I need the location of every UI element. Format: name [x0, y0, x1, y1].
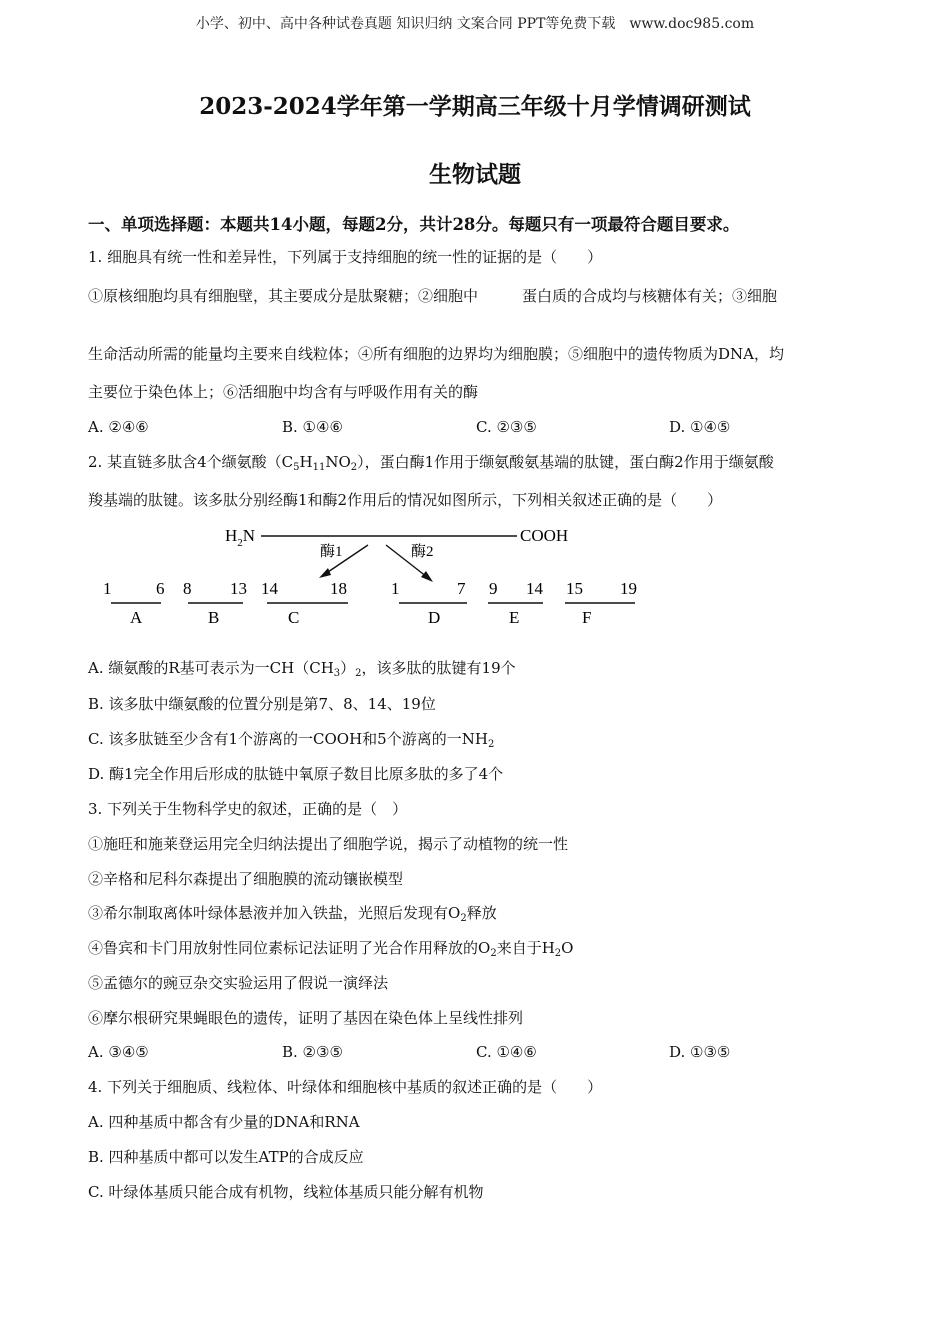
q3-option-d[interactable]: D. ①③⑤	[669, 1043, 731, 1061]
q3-s3-text: ③希尔制取离体叶绿体悬液并加入铁盐，光照后发现有O	[88, 904, 461, 922]
q2-option-a-text: A. 缬氨酸的R基可表示为一CH（CH	[88, 659, 334, 677]
header-site: www.doc985.com	[629, 16, 755, 32]
q3-statement-3	[88, 903, 497, 923]
q1-option-c[interactable]: C. ②③⑤	[476, 418, 537, 436]
q3-s4-sub: 2	[490, 948, 497, 959]
q4-option-b[interactable]: B. 四种基质中都可以发生ATP的合成反应	[88, 1148, 364, 1166]
q3-s4-text-b: 来自于H	[496, 939, 555, 957]
q2-stem-a: 2. 某直链多肽含4个缬氨酸（C	[88, 453, 294, 471]
q1-statement-line1	[88, 286, 777, 306]
q3-s3-sub: 2	[460, 913, 467, 924]
n-terminal-label: $H_2N$	[225, 526, 256, 549]
q2-option-a-text-c: ，该多肽的肽键有19个	[361, 659, 516, 677]
fragment-a-end: 6	[156, 579, 165, 598]
q3-statement-2: ②辛格和尼科尔森提出了细胞膜的流动镶嵌模型	[88, 870, 404, 888]
q3-s4-text: ④鲁宾和卡门用放射性同位素标记法证明了光合作用释放的O	[88, 939, 491, 957]
header-banner: 小学、初中、高中各种试卷真题 知识归纳 文案合同 PPT等免费下载	[195, 16, 616, 32]
page-header	[0, 13, 950, 33]
fragment-a-start: 1	[103, 579, 112, 598]
q2-stem-sub3: 2	[350, 462, 358, 473]
q2-stem-sub2: 11	[312, 462, 326, 473]
q2-option-c-sub: 2	[487, 739, 495, 750]
q3-option-c[interactable]: C. ①④⑥	[476, 1043, 537, 1061]
q4-option-a[interactable]: A. 四种基质中都含有少量的DNA和RNA	[88, 1113, 360, 1131]
q2-stem-sub1: 5	[293, 462, 300, 473]
q2-option-a-sub2: 2	[355, 668, 362, 679]
q3-statement-6: ⑥摩尔根研究果蝇眼色的遗传，证明了基因在染色体上呈线性排列	[88, 1009, 524, 1027]
q1-stem: 1. 细胞具有统一性和差异性，下列属于支持细胞的统一性的证据的是（ ）	[88, 248, 603, 266]
q3-option-a[interactable]: A. ③④⑤	[88, 1043, 149, 1061]
fragment-f-end: 19	[620, 579, 637, 598]
q1-statement-line2: 生命活动所需的能量均主要来自线粒体；④所有细胞的边界均为细胞膜；⑤细胞中的遗传物质为DNA，均	[88, 345, 784, 363]
q2-stem-d: ），蛋白酶1作用于缬氨酸氨基端的肽键，蛋白酶2作用于缬氨酸	[357, 453, 774, 471]
q4-option-c[interactable]: C. 叶绿体基质只能合成有机物，线粒体基质只能分解有机物	[88, 1183, 484, 1201]
q2-option-a-text-b: ）	[340, 659, 356, 677]
q3-option-b[interactable]: B. ②③⑤	[282, 1043, 343, 1061]
q3-statement-4	[88, 938, 573, 958]
q2-option-d[interactable]: D. 酶1完全作用后形成的肽链中氧原子数目比原多肽的多了4个	[88, 765, 504, 783]
fragment-e-end: 14	[526, 579, 543, 598]
fragment-e-start: 9	[489, 579, 498, 598]
q1-line1-part-b: 蛋白质的合成均与核糖体有关；③细胞	[522, 287, 778, 305]
fragment-a-label: A	[130, 608, 143, 627]
enzyme2-label: 酶2	[411, 544, 434, 560]
q4-stem: 4. 下列关于细胞质、线粒体、叶绿体和细胞核中基质的叙述正确的是（ ）	[88, 1078, 603, 1096]
peptide-cleavage-diagram	[95, 520, 655, 632]
q3-statement-5: ⑤孟德尔的豌豆杂交实验运用了假说一演绎法	[88, 974, 389, 992]
q2-stem-c: NO	[325, 453, 351, 471]
fragment-f-start: 15	[566, 579, 583, 598]
q1-statement-line3: 主要位于染色体上；⑥活细胞中均含有与呼吸作用有关的酶	[88, 383, 479, 401]
enzyme2-arrowhead	[421, 571, 433, 582]
exam-title: 2023-2024学年第一学期高三年级十月学情调研测试	[199, 93, 751, 120]
q2-stem-line1	[88, 452, 774, 472]
fragment-b-start: 8	[183, 579, 192, 598]
q2-option-c[interactable]	[88, 729, 494, 749]
fragment-e-label: E	[509, 608, 520, 627]
enzyme1-label: 酶1	[320, 544, 343, 560]
q3-s4-tail: O	[561, 939, 574, 957]
q2-stem-b: H	[299, 453, 313, 471]
fragment-c-end: 18	[330, 579, 347, 598]
q3-stem: 3. 下列关于生物科学史的叙述，正确的是（ ）	[88, 800, 408, 818]
q1-option-a[interactable]: A. ②④⑥	[88, 418, 149, 436]
q2-stem-line2: 羧基端的肽键。该多肽分别经酶1和酶2作用后的情况如图所示，下列相关叙述正确的是（ ）	[88, 491, 723, 509]
q3-s4-sub2: 2	[554, 948, 562, 959]
q2-option-a-sub1: 3	[333, 668, 341, 679]
q2-option-a[interactable]	[88, 658, 516, 678]
q2-option-c-text: C. 该多肽链至少含有1个游离的一COOH和5个游离的一NH	[88, 730, 488, 748]
fragment-c-start: 14	[261, 579, 278, 598]
q1-option-b[interactable]: B. ①④⑥	[282, 418, 343, 436]
q1-line1-part-a: ①原核细胞均具有细胞壁，其主要成分是肽聚糖；②细胞中	[88, 287, 479, 305]
fragment-f-label: F	[582, 608, 592, 627]
fragment-c-label: C	[288, 608, 300, 627]
fragment-d-end: 7	[457, 579, 466, 598]
q1-option-d[interactable]: D. ①④⑤	[669, 418, 731, 436]
q3-statement-1: ①施旺和施莱登运用完全归纳法提出了细胞学说，揭示了动植物的统一性	[88, 835, 569, 853]
subject-title: 生物试题	[429, 161, 521, 188]
c-terminal-label: COOH	[520, 526, 569, 545]
fragment-b-label: B	[208, 608, 220, 627]
enzyme1-arrowhead	[319, 568, 331, 578]
fragment-d-start: 1	[391, 579, 400, 598]
fragment-d-label: D	[428, 608, 441, 627]
q3-s3-tail: 释放	[466, 904, 497, 922]
fragment-b-end: 13	[230, 579, 247, 598]
section-heading: 一、单项选择题：本题共14小题，每题2分，共计28分。每题只有一项最符合题目要求。	[88, 215, 740, 234]
q2-option-b[interactable]: B. 该多肽中缬氨酸的位置分别是第7、8、14、19位	[88, 695, 436, 713]
